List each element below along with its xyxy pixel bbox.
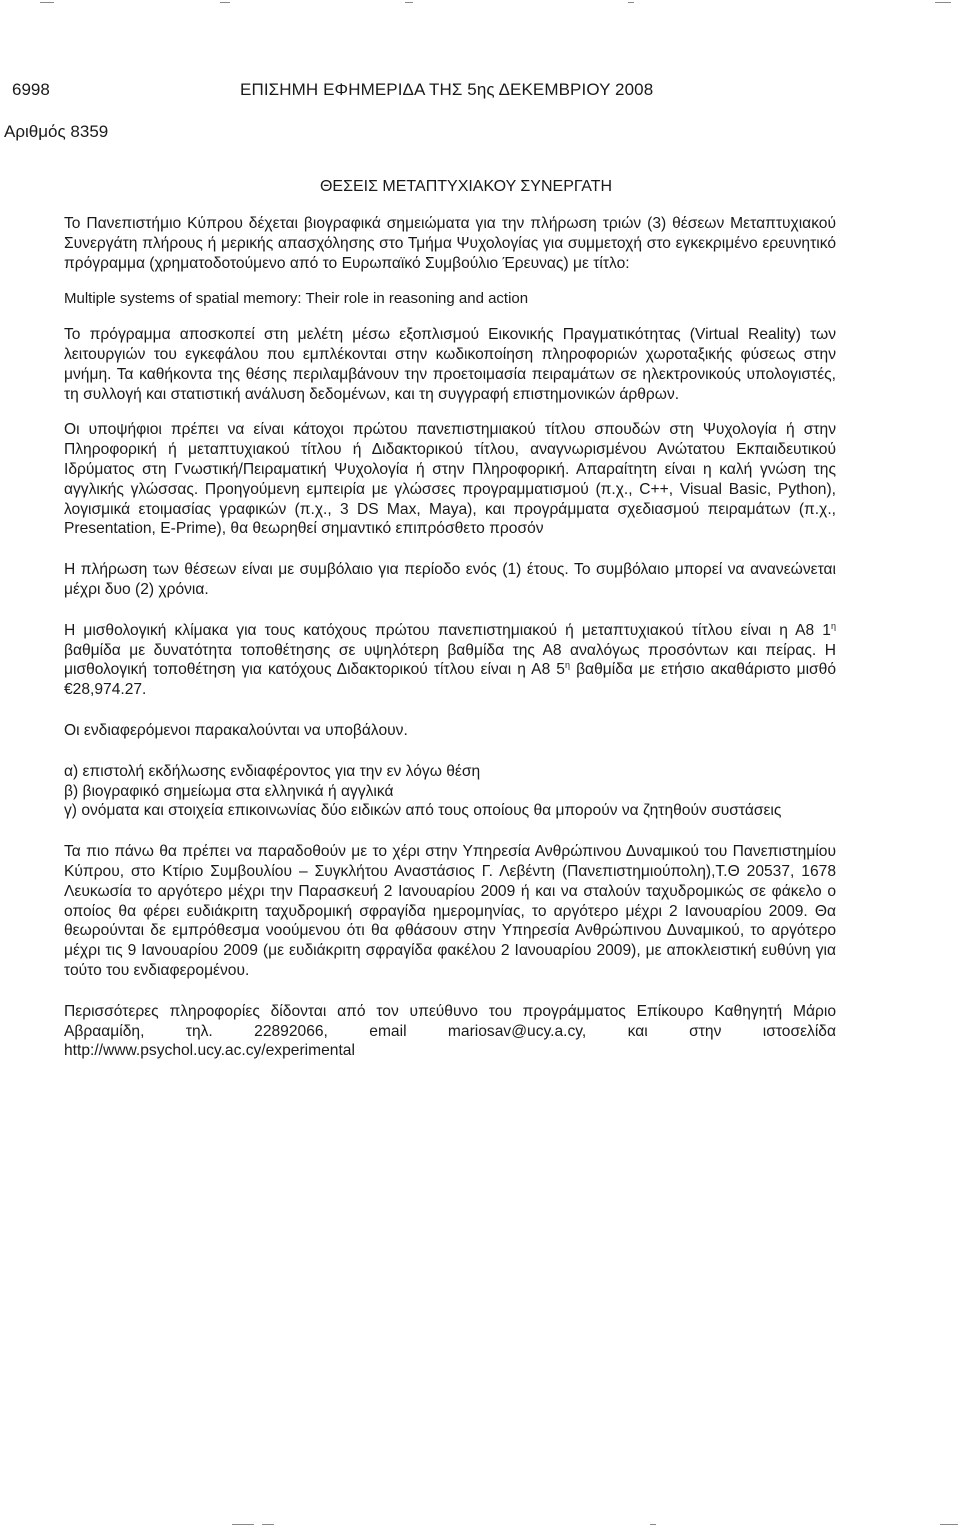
program-description-paragraph: Το πρόγραμμα αποσκοπεί στη μελέτη μέσω εξοπλισμού Εικονικής Πραγματικότητας (Virtual Reality) των λειτουργιών του εγκεφάλου που εμπλέκονται στην κωδικοποίηση πληροφοριών χωροταξικής φύσεως στην μνήμη. Τα καθήκοντα της θέσης περιλαμβάνουν την προετοιμασία πειραμάτων σε ηλεκτρονικούς υπολογιστές, τη συλλογή και στατιστική ανάλυση δεδομένων, και τη συγγραφή επιστημονικών άρθρων. [64, 326, 836, 403]
salary-paragraph [64, 621, 836, 700]
scan-edge-mark [405, 2, 413, 3]
salary-text: Η μισθολογική κλίμακα για τους κατόχους πρώτου πανεπιστημιακού ή μεταπτυχιακού τίτλου είναι η Α8 1 [64, 621, 831, 639]
more-info-paragraph: Περισσότερες πληροφορίες δίδονται από τον υπεύθυνο του προγράμματος Επίκουρο Καθηγητή Μάριο Αβρααμίδη, τηλ. 22892066, email mariosav@ucy.a.cy, και στην ιστοσελίδα http://www.psychol.ucy.ac.cy/experimental [64, 1002, 836, 1060]
gazette-title: ΕΠΙΣΗΜΗ ΕΦΗΜΕΡΙΔΑ ΤΗΣ 5ης ΔΕΚΕΜΒΡΙΟΥ 2008 [240, 80, 654, 99]
scan-edge-mark [940, 1524, 958, 1525]
scan-edge-mark [40, 2, 54, 3]
document-number: Αριθμός 8359 [4, 122, 109, 141]
scan-edge-mark [935, 2, 951, 3]
scan-edge-mark [232, 1524, 254, 1525]
salary-text: βαθμίδα με δυνατότητα τοποθέτησης σε υψηλότερη βαθμίδα της Α8 αναλόγως προσόντων και πείρας. Η μισθολογική τοποθέτηση για κατόχους Διδακτορικού τίτλου είναι η Α8 5 [64, 641, 836, 679]
salary-text: βαθμίδα με ετήσιο ακαθάριστο μισθό €28,974.27. [64, 661, 836, 699]
page-number: 6998 [12, 80, 50, 99]
document-heading: ΘΕΣΕΙΣ ΜΕΤΑΠΤΥΧΙΑΚΟΥ ΣΥΝΕΡΓΑΤΗ [319, 178, 613, 195]
document-body [64, 214, 836, 1061]
submission-instructions-paragraph: Τα πιο πάνω θα πρέπει να παραδοθούν με το χέρι στην Υπηρεσία Ανθρώπινου Δυναμικού του Πανεπιστημίου Κύπρου, στο Κτίριο Συμβουλίου – Συγκλήτου Αναστάσιος Γ. Λεβέντη (Πανεπιστημιούπολη),Τ.Θ 20537, 1678 Λευκωσία το αργότερο μέχρι την Παρασκευή 2 Ιανουαρίου 2009 ή και να σταλούν ταχυδρομικώς σε φάκελο ο οποίος θα φέρει ευδιάκριτη ταχυδρομική σφραγίδα ημερομηνίας, το αργότερο μέχρι 2 Ιανουαρίου 2009. Θα θεωρούνται δε εμπρόθεσμα νοούμενου ότι θα φθάσουν στην Υπηρεσία Ανθρώπινου Δυναμικού, το αργότερο μέχρι τις 9 Ιανουαρίου 2009 (με ευδιάκριτη σφραγίδα φακέλου 2 Ιανουαρίου 2009), με αποκλειστική ευθύνη για τούτο του ενδιαφερομένου. [64, 843, 836, 979]
scan-edge-mark [628, 2, 634, 3]
scan-edge-mark [650, 1524, 656, 1525]
intro-paragraph: Το Πανεπιστήμιο Κύπρου δέχεται βιογραφικά σημειώματα για την πλήρωση τριών (3) θέσεων Μεταπτυχιακού Συνεργάτη πλήρους ή μερικής απασχόλησης στο Τμήμα Ψυχολογίας για συμμετοχή στο εγκεκριμένο ερευνητικό πρόγραμμα (χρηματοδοτούμενο από το Ευρωπαϊκό Συμβούλιο Έρευνας) με τίτλο: [64, 215, 836, 272]
list-item: γ) ονόματα και στοιχεία επικοινωνίας δύο ειδικών από τους οποίους θα μπορούν να ζητηθούν συστάσεις [64, 802, 782, 820]
ordinal-superscript: η [830, 620, 836, 631]
gazette-header [12, 80, 942, 104]
invitation-paragraph: Οι ενδιαφερόμενοι παρακαλούνται να υποβάλουν. [64, 721, 408, 739]
contract-paragraph: Η πλήρωση των θέσεων είναι με συμβόλαιο για περίοδο ενός (1) έτους. Το συμβόλαιο μπορεί να ανανεώνεται μέχρι δυο (2) χρόνια. [64, 561, 836, 598]
scan-edge-mark [220, 2, 230, 3]
ordinal-superscript: η [565, 660, 571, 671]
submission-list [64, 762, 836, 821]
scan-edge-mark [262, 1524, 274, 1525]
list-item: α) επιστολή εκδήλωσης ενδιαφέροντος για την εν λόγω θέση [64, 762, 481, 780]
qualifications-paragraph: Οι υποψήφιοι πρέπει να είναι κάτοχοι πρώτου πανεπιστημιακού τίτλου σπουδών στη Ψυχολογία ή στην Πληροφορική ή μεταπτυχιακού τίτλου ή Διδακτορικού τίτλου, αναγνωρισμένου Ανώτατου Εκπαιδευτικού Ιδρύματος στη Γνωστική/Πειραματική Ψυχολογία ή στην Πληροφορική. Απαραίτητη είναι η καλή γνώση της αγγλικής γλώσσας. Προηγούμενη εμπειρία με γλώσσες προγραμματισμού (π.χ., C++, Visual Basic, Python), λογισμικά ετοιμασίας γραφικών (π.χ., 3 DS Max, Maya), και προγράμματα σχεδιασμού πειραμάτων (π.χ., Presentation, E-Prime), θα θεωρηθεί σημαντικό επιπρόσθετο προσόν [64, 421, 836, 538]
project-title: Multiple systems of spatial memory: Their role in reasoning and action [64, 290, 529, 308]
list-item: β) βιογραφικό σημείωμα στα ελληνικά ή αγγλικά [64, 782, 394, 800]
